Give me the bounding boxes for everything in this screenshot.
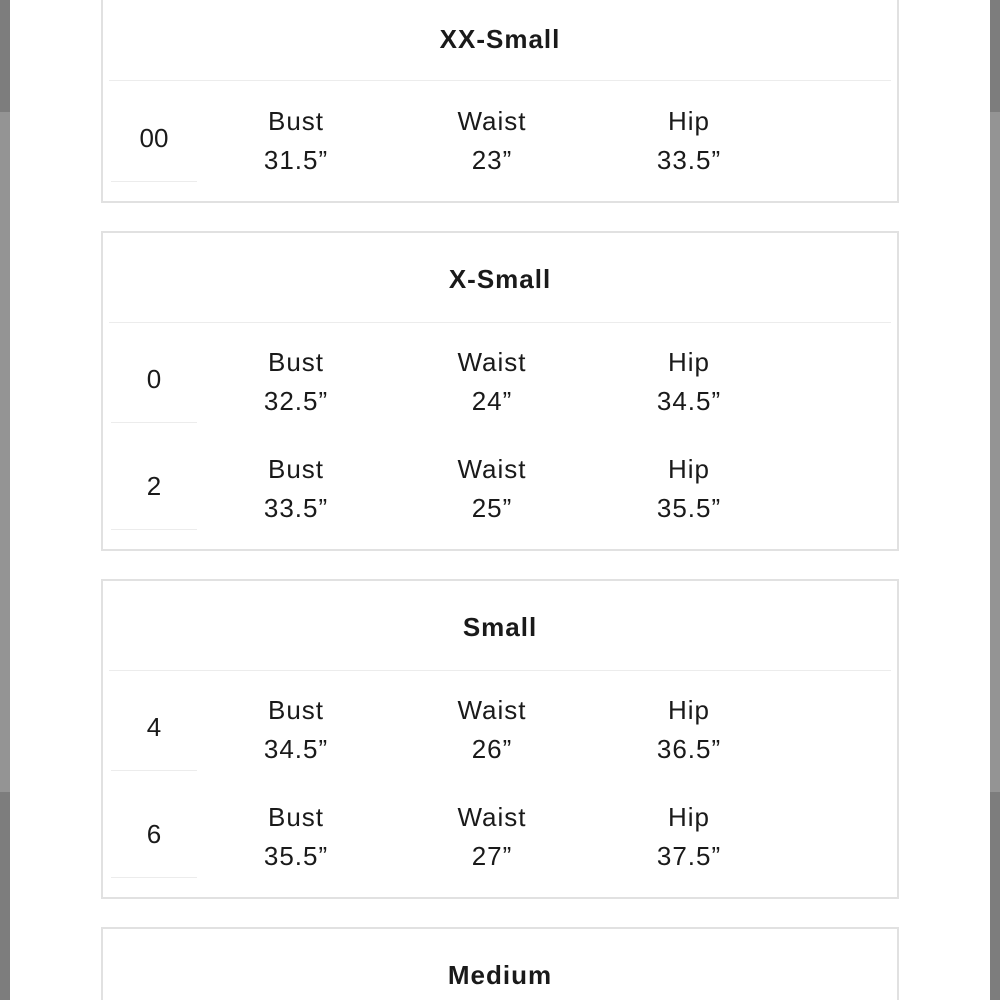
size-group-card-xx-small: [101, 0, 899, 203]
size-number: 00: [139, 123, 169, 153]
bust-measurement: [221, 343, 371, 421]
hip-label: Hip: [667, 347, 710, 377]
waist-value: 23”: [471, 145, 513, 175]
bust-value: 35.5”: [263, 841, 329, 871]
bust-label: Bust: [267, 454, 325, 484]
bust-label: Bust: [267, 347, 325, 377]
bust-measurement: [221, 102, 371, 180]
bust-value: 32.5”: [263, 386, 329, 416]
size-group-title: Medium: [447, 960, 553, 990]
size-underline: [111, 770, 197, 771]
size-row: [103, 94, 897, 201]
waist-measurement: [417, 450, 567, 528]
size-row: [103, 790, 897, 897]
waist-value: 24”: [471, 386, 513, 416]
size-row: [103, 335, 897, 442]
waist-measurement: [417, 343, 567, 421]
size-group-title: Small: [462, 612, 538, 642]
waist-measurement: [417, 798, 567, 876]
waist-label: Waist: [457, 802, 527, 832]
bust-value: 33.5”: [263, 493, 329, 523]
size-number: 0: [146, 364, 162, 394]
size-number: 4: [146, 712, 162, 742]
bust-label: Bust: [267, 695, 325, 725]
hip-label: Hip: [667, 106, 710, 136]
size-underline: [111, 877, 197, 878]
bust-measurement: [221, 691, 371, 769]
size-underline: [111, 529, 197, 530]
hip-label: Hip: [667, 695, 710, 725]
bust-label: Bust: [267, 106, 325, 136]
hip-label: Hip: [667, 802, 710, 832]
size-chart-modal: [10, 0, 990, 1000]
waist-label: Waist: [457, 454, 527, 484]
hip-value: 35.5”: [656, 493, 722, 523]
bust-measurement: [221, 798, 371, 876]
waist-measurement: [417, 691, 567, 769]
hip-measurement: [614, 450, 764, 528]
hip-value: 33.5”: [656, 145, 722, 175]
waist-value: 26”: [471, 734, 513, 764]
size-group-card-medium: [101, 927, 899, 1000]
bust-value: 34.5”: [263, 734, 329, 764]
bust-value: 31.5”: [263, 145, 329, 175]
size-group-card-x-small: [101, 231, 899, 551]
hip-measurement: [614, 798, 764, 876]
size-number: 6: [146, 819, 162, 849]
hip-label: Hip: [667, 454, 710, 484]
hip-measurement: [614, 102, 764, 180]
waist-label: Waist: [457, 695, 527, 725]
waist-label: Waist: [457, 106, 527, 136]
size-underline: [111, 181, 197, 182]
size-group-card-small: [101, 579, 899, 899]
card-divider: [109, 80, 891, 81]
size-row: [103, 683, 897, 790]
size-group-title: XX-Small: [439, 24, 561, 54]
size-row: [103, 442, 897, 549]
backdrop-right: [990, 112, 1000, 792]
hip-value: 37.5”: [656, 841, 722, 871]
card-divider: [109, 670, 891, 671]
bust-measurement: [221, 450, 371, 528]
backdrop-left: [0, 112, 10, 792]
card-divider: [109, 322, 891, 323]
waist-label: Waist: [457, 347, 527, 377]
hip-value: 36.5”: [656, 734, 722, 764]
size-number: 2: [146, 471, 162, 501]
hip-value: 34.5”: [656, 386, 722, 416]
size-underline: [111, 422, 197, 423]
bust-label: Bust: [267, 802, 325, 832]
waist-value: 25”: [471, 493, 513, 523]
size-group-title: X-Small: [448, 264, 552, 294]
hip-measurement: [614, 343, 764, 421]
waist-value: 27”: [471, 841, 513, 871]
hip-measurement: [614, 691, 764, 769]
waist-measurement: [417, 102, 567, 180]
